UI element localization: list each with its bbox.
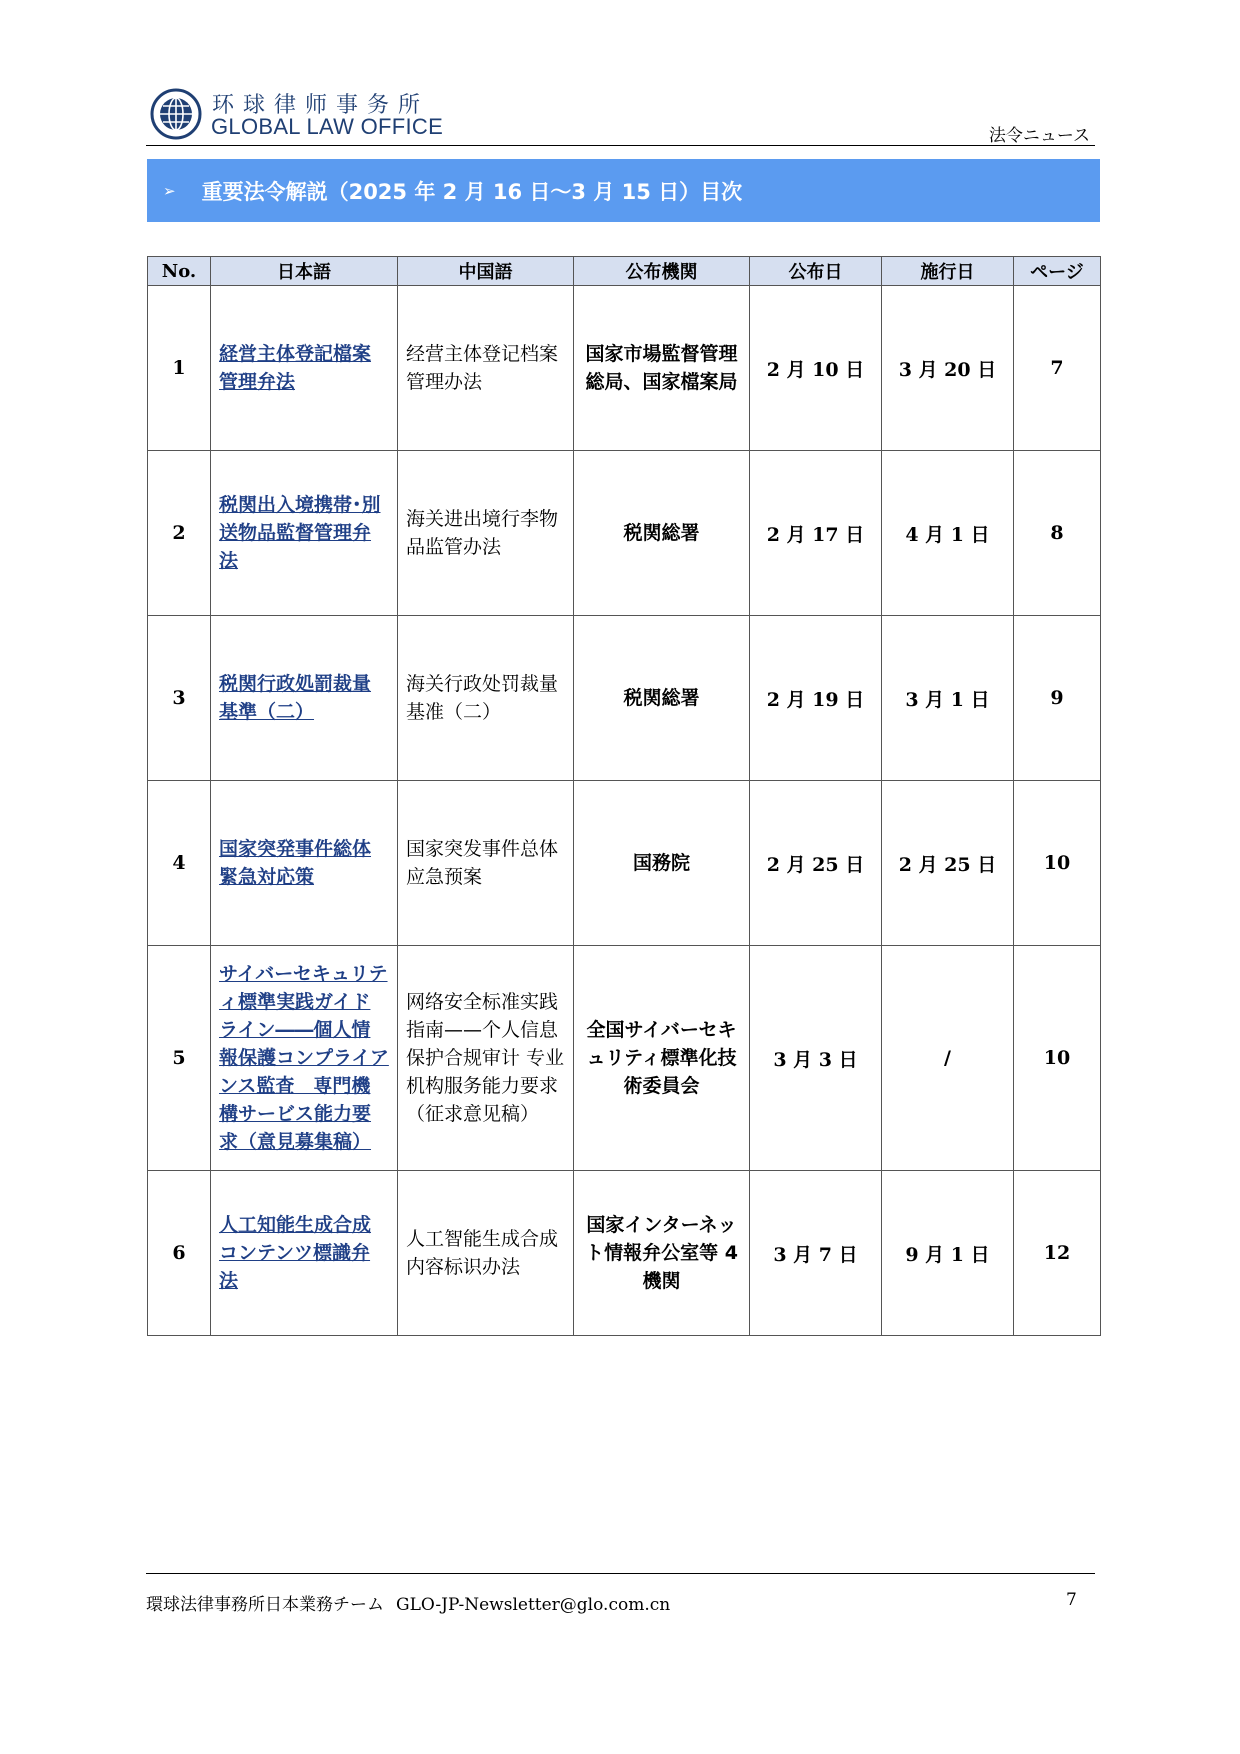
page-number: 10 — [1014, 946, 1101, 1171]
table-row — [148, 286, 1101, 451]
arrow-bullet-icon: ➢ — [163, 181, 176, 200]
table-header-row — [148, 257, 1101, 286]
chinese-title: 网络安全标准实践指南——个人信息保护合规审计 专业机构服务能力要求（征求意见稿） — [398, 946, 574, 1171]
effective-date: 4 月 1 日 — [882, 451, 1014, 616]
table-row — [148, 781, 1101, 946]
effective-date: / — [882, 946, 1014, 1171]
issuing-body: 国家インターネット情報弁公室等 4 機関 — [574, 1171, 750, 1336]
col-header-no: No. — [148, 257, 211, 286]
effective-date: 9 月 1 日 — [882, 1171, 1014, 1336]
publication-date: 3 月 3 日 — [750, 946, 882, 1171]
firm-name-chinese: 环球律师事务所 — [212, 93, 430, 118]
footer-divider — [146, 1573, 1095, 1574]
table-row — [148, 616, 1101, 781]
col-header-publication-date: 公布日 — [750, 257, 882, 286]
publication-date: 2 月 25 日 — [750, 781, 882, 946]
firm-name-english: GLOBAL LAW OFFICE — [211, 114, 444, 139]
col-header-page: ページ — [1014, 257, 1101, 286]
chinese-title: 国家突发事件总体应急预案 — [398, 781, 574, 946]
page-number: 8 — [1014, 451, 1101, 616]
japanese-title-link[interactable]: 国家突発事件総体緊急対応策 — [211, 781, 398, 946]
footer-contact — [146, 1590, 670, 1615]
japanese-title-link[interactable]: サイバーセキュリティ標準実践ガイドライン――個人情報保護コンプライアンス監査 専門機構サービス能力要求（意見募集稿） — [211, 946, 398, 1171]
issuing-body: 全国サイバーセキュリティ標準化技術委員会 — [574, 946, 750, 1171]
header-divider — [146, 145, 1095, 146]
publication-date: 2 月 19 日 — [750, 616, 882, 781]
page-number: 7 — [1014, 286, 1101, 451]
section-banner — [147, 159, 1100, 222]
page-number: 10 — [1014, 781, 1101, 946]
publication-date: 3 月 7 日 — [750, 1171, 882, 1336]
row-number: 2 — [148, 451, 211, 616]
footer-email[interactable]: GLO-JP-Newsletter@glo.com.cn — [396, 1595, 671, 1615]
col-header-japanese: 日本語 — [211, 257, 398, 286]
chinese-title: 海关行政处罚裁量基准（二） — [398, 616, 574, 781]
issuing-body: 国家市場監督管理総局、国家檔案局 — [574, 286, 750, 451]
publication-date: 2 月 17 日 — [750, 451, 882, 616]
effective-date: 3 月 20 日 — [882, 286, 1014, 451]
page-number: 12 — [1014, 1171, 1101, 1336]
col-header-chinese: 中国語 — [398, 257, 574, 286]
row-number: 3 — [148, 616, 211, 781]
chinese-title: 海关进出境行李物品监管办法 — [398, 451, 574, 616]
table-row — [148, 946, 1101, 1171]
chinese-title: 人工智能生成合成内容标识办法 — [398, 1171, 574, 1336]
row-number: 6 — [148, 1171, 211, 1336]
col-header-effective-date: 施行日 — [882, 257, 1014, 286]
issuing-body: 国務院 — [574, 781, 750, 946]
row-number: 4 — [148, 781, 211, 946]
row-number: 1 — [148, 286, 211, 451]
japanese-title-link[interactable]: 人工知能生成合成コンテンツ標識弁法 — [211, 1171, 398, 1336]
effective-date: 3 月 1 日 — [882, 616, 1014, 781]
chinese-title: 经营主体登记档案管理办法 — [398, 286, 574, 451]
col-header-issuing-body: 公布機関 — [574, 257, 750, 286]
page-number: 9 — [1014, 616, 1101, 781]
japanese-title-link[interactable]: 税関行政処罰裁量基準（二） — [211, 616, 398, 781]
effective-date: 2 月 25 日 — [882, 781, 1014, 946]
table-row — [148, 1171, 1101, 1336]
section-title: 重要法令解説（2025 年 2 月 16 日〜3 月 15 日）目次 — [201, 179, 743, 204]
row-number: 5 — [148, 946, 211, 1171]
publication-date: 2 月 10 日 — [750, 286, 882, 451]
footer-page-number: 7 — [1066, 1590, 1077, 1610]
newsletter-label: 法令ニュース — [988, 126, 1090, 146]
footer-team-name: 環球法律事務所日本業務チーム — [146, 1595, 384, 1615]
contents-table — [147, 256, 1101, 1336]
table-row — [148, 451, 1101, 616]
issuing-body: 税関総署 — [574, 616, 750, 781]
japanese-title-link[interactable]: 税関出入境携帯･別送物品監督管理弁法 — [211, 451, 398, 616]
japanese-title-link[interactable]: 経営主体登記檔案管理弁法 — [211, 286, 398, 451]
issuing-body: 税関総署 — [574, 451, 750, 616]
globe-logo-icon — [150, 88, 202, 140]
